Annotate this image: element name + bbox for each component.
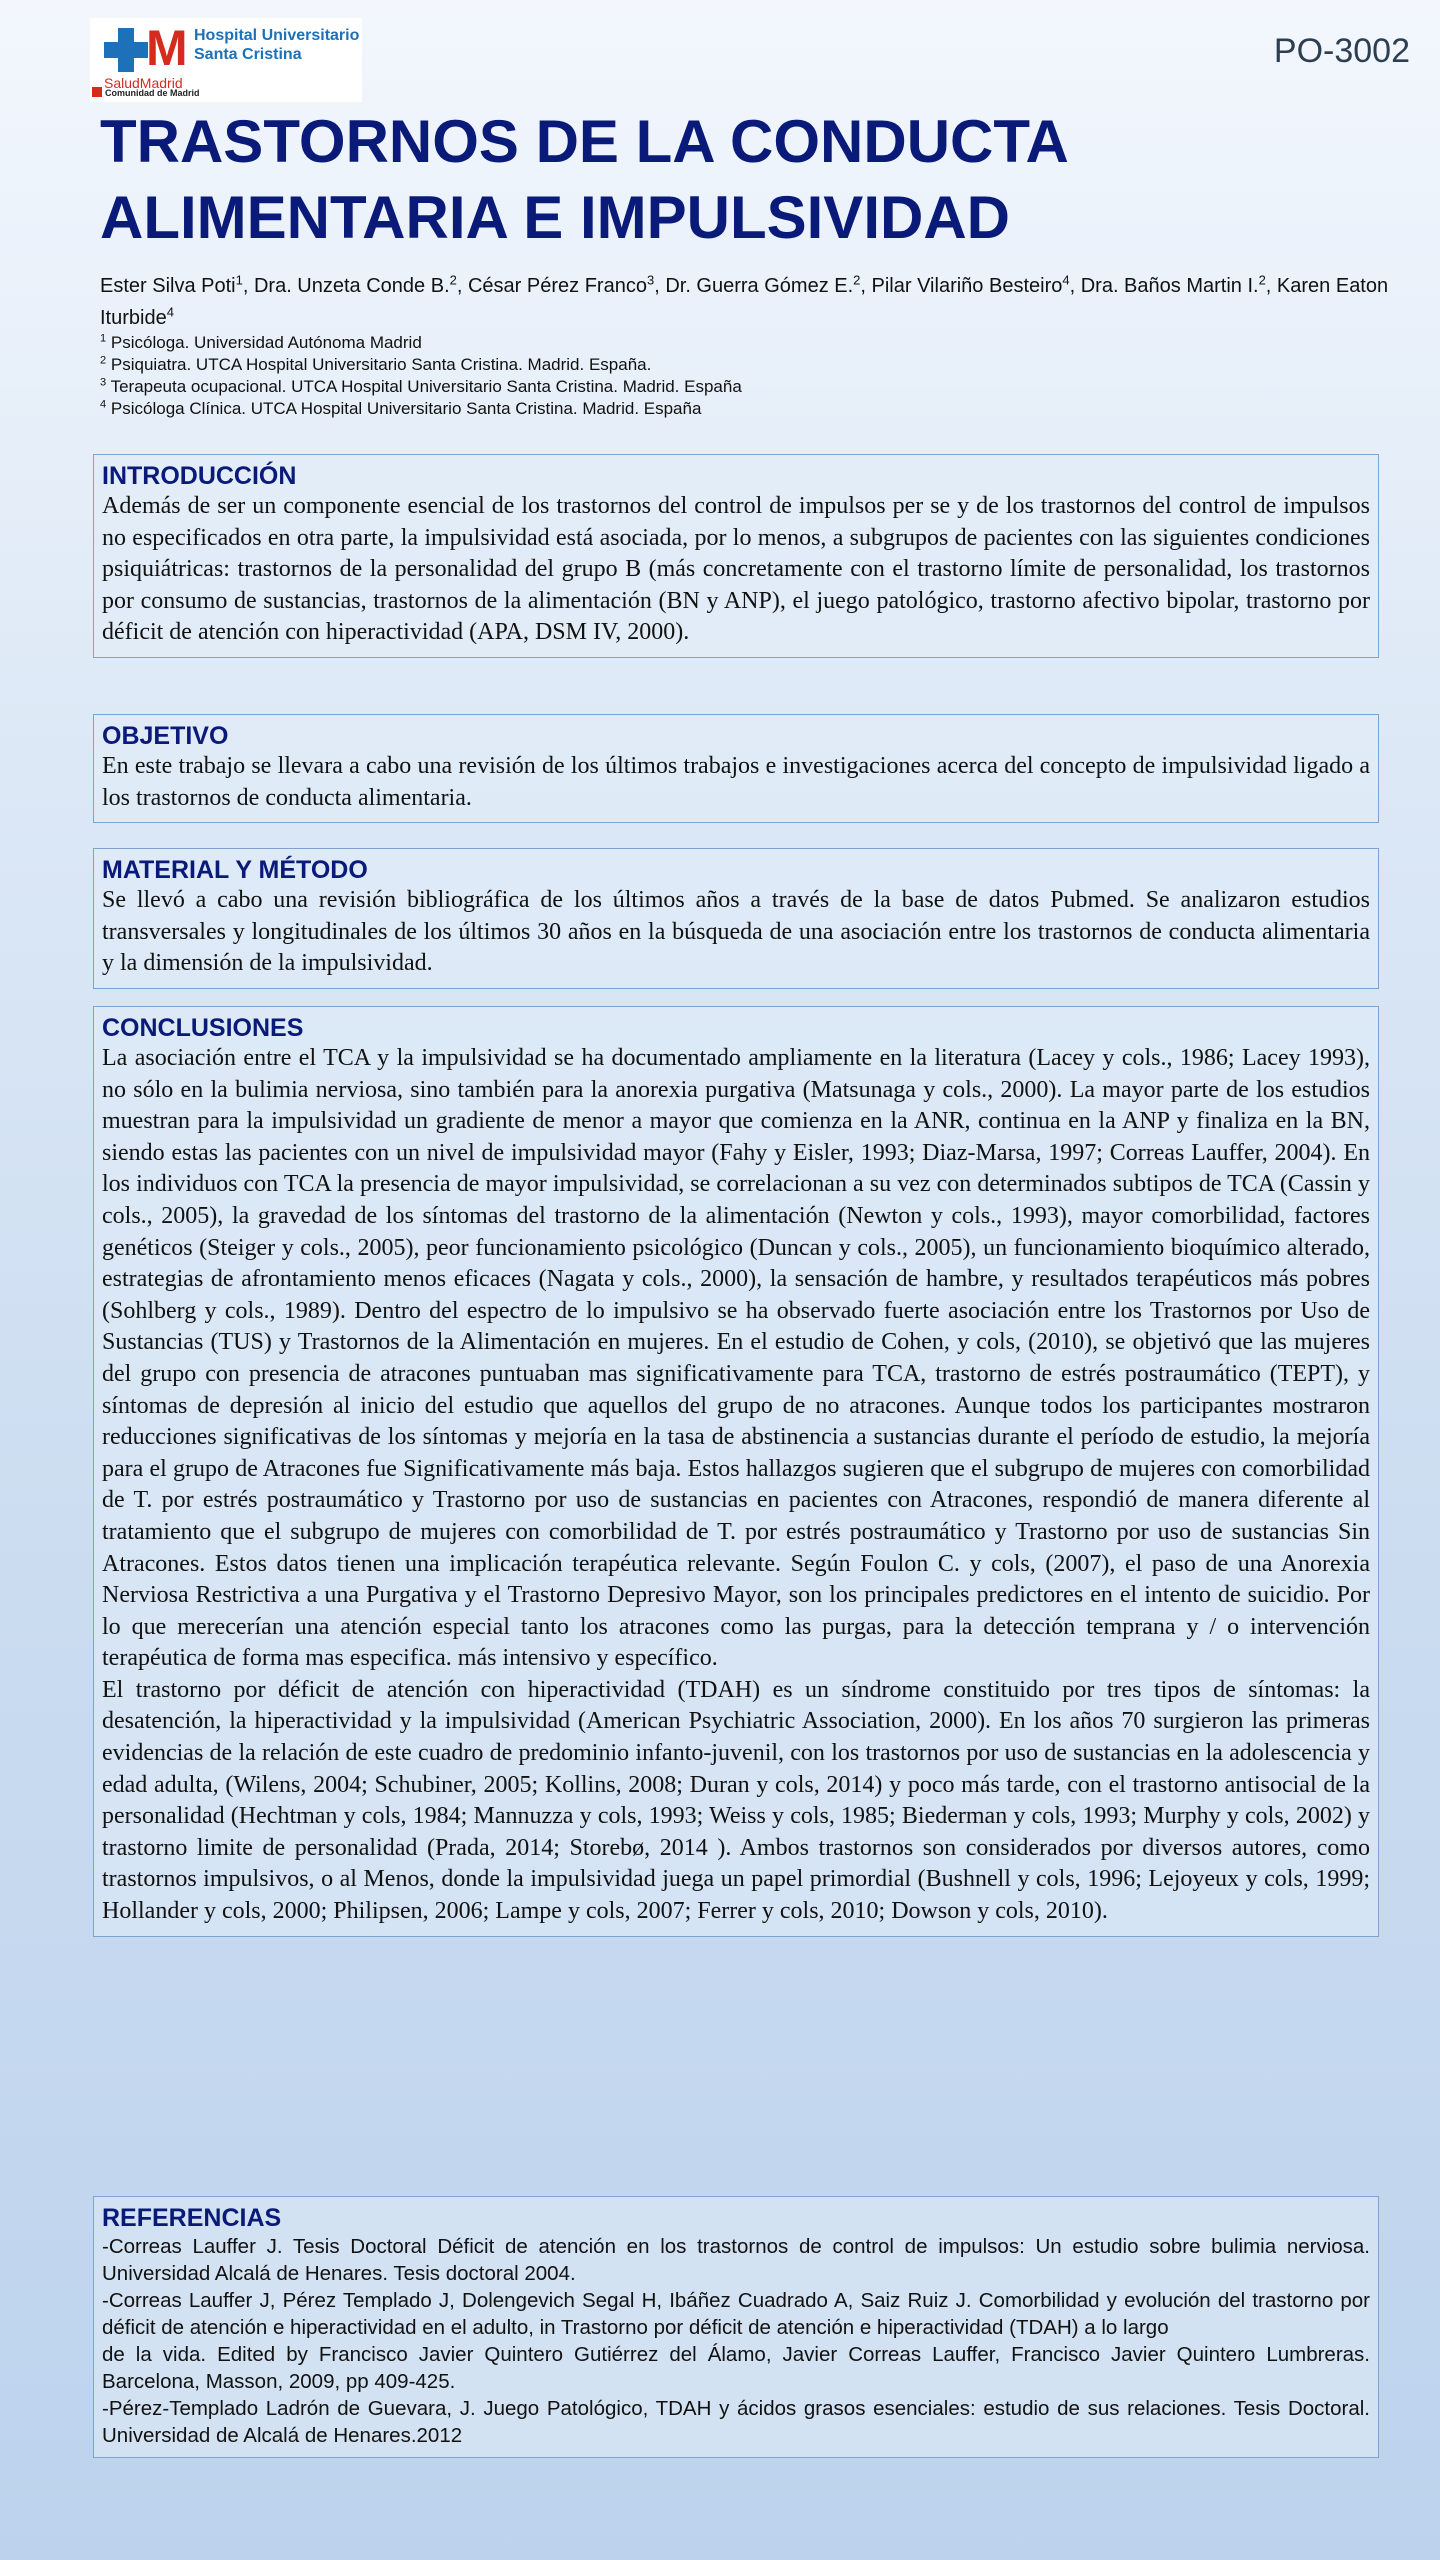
section-paragraph: En este trabajo se llevara a cabo una revisión de los últimos trabajos e investigaciones acerca del concepto de impulsividad ligado a los trastornos de conducta alimentaria. (102, 753, 1370, 811)
section-heading: REFERENCIAS (102, 2204, 282, 2232)
author (1080, 272, 1266, 297)
affiliation-text: Terapeuta ocupacional. UTCA Hospital Universitario Santa Cristina. Madrid. España (110, 377, 742, 396)
author-name: Pilar Vilariño Besteiro (871, 275, 1063, 297)
affiliation (100, 376, 1400, 398)
title-line-1: TRASTORNOS DE LA CONDUCTA (100, 108, 1069, 175)
author-affiliation-number: 2 (1258, 272, 1266, 288)
logo-hospital-name (194, 26, 359, 64)
affiliation-number: 1 (100, 332, 107, 345)
logo-community-text: Comunidad de Madrid (105, 88, 200, 98)
affiliation-number: 4 (100, 398, 107, 411)
author-affiliation-number: 2 (449, 272, 457, 288)
section-paragraph: Se llevó a cabo una revisión bibliográfica de los últimos años a través de la base de datos Pubmed. Se analizaron estudios transversales y longitudinales de los últimos 30 años en la búsqueda de una asociación entre los trastornos de conducta alimentaria y la dimensión de la impulsividad. (102, 887, 1370, 977)
section-introduccion (93, 454, 1379, 658)
hospital-cross-icon (104, 28, 148, 72)
section-paragraph: La asociación entre el TCA y la impulsividad se ha documentado ampliamente en la literatura (Lacey y cols., 1986; Lacey 1993), no sólo en la bulimia nerviosa, sino también para la anorexia purgativa (Matsunaga y cols., 2000). La mayor parte de los estudios muestran para la impulsividad un gradiente de menor a mayor que comienza en la ANR, continua en la ANP y finaliza en la BN, siendo estas las pacientes con un nivel de impulsividad mayor (Fahy y Eisler, 1993; Diaz-Marsa, 1997; Correas Lauffer, 2004). En los individuos con TCA la presencia de mayor impulsividad, se correlacionan a su vez con determinados subtipos de TCA (Cassin y cols., 2005), la gravedad de los síntomas del trastorno de la alimentación (Newton y cols., 1993), mayor comorbilidad, factores genéticos (Steiger y cols., 2005), peor funcionamiento psicológico (Duncan y cols., 2005), un funcionamiento bioquímico alterado, estrategias de afrontamiento menos eficaces (Nagata y cols., 2000), la sensación de hambre, y resultados terapéuticos más pobres (Sohlberg y cols., 1989). Dentro del espectro de lo impulsivo se ha observado fuerte asociación entre los Trastornos por Uso de Sustancias (TUS) y Trastornos de la Alimentación en mujeres. En el estudio de Cohen, y cols, (2010), se objetivó que las mujeres del grupo con presencia de atracones puntuaban mas significativamente para TCA, trastorno de estrés postraumático (TEPT), y síntomas de depresión al inicio del estudio que aquellos del grupo de no atracones. Aunque todos los participantes mostraron reducciones significativas de los síntomas y mejoría en la tasa de abstinencia a sustancias durante el período de estudio, la mejoría para el grupo de Atracones fue Significativamente más baja. Estos hallazgos sugieren que el subgrupo de mujeres con comorbilidad de T. por estrés postraumático y Trastorno por uso de sustancias en pacientes con Atracones, respondió de manera diferente al tratamiento que el subgrupo de mujeres con comorbilidad de T. por estrés postraumático y Trastorno por uso de sustancias Sin Atracones. Estos datos tienen una implicación terapéutica relevante. Según Foulon C. y cols, (2007), el paso de una Anorexia Nerviosa Restrictiva a una Purgativa y el Trastorno Depresivo Mayor, son los principales predictores en el intento de suicidio. Por lo que merecerían una atención especial tanto los atracones como las purgas, para la detección temprana y / o intervención terapéutica de forma mas especifica. más intensivo y específico. (102, 1045, 1370, 1672)
reference-item: -Correas Lauffer J. Tesis Doctoral Déficit de atención en los trastornos de control de impulsos: Un estudio sobre bulimia nerviosa. Universidad Alcalá de Henares. Tesis doctoral 2004. (102, 2235, 1370, 2285)
author-name: Dra. Baños Martin I. (1080, 275, 1259, 297)
reference-item: de la vida. Edited by Francisco Javier Quintero Gutiérrez del Álamo, Javier Correas Lauffer, Francisco Javier Quintero Lumbreras. Barcelona, Masson, 2009, pp 409-425. (102, 2343, 1370, 2393)
author-name: Dr. Guerra Gómez E. (665, 275, 854, 297)
author-affiliation-number: 4 (166, 304, 174, 320)
logo-name-line1: Hospital Universitario (194, 27, 360, 44)
author (665, 272, 861, 297)
author-name: Dra. Unzeta Conde B. (253, 275, 450, 297)
logo-name-line2: Santa Cristina (194, 46, 302, 63)
section-heading: INTRODUCCIÓN (102, 462, 297, 490)
reference-item: -Pérez-Templado Ladrón de Guevara, J. Juego Patológico, TDAH y ácidos grasos esenciales: estudio de sus relaciones. Tesis Doctoral. Universidad de Alcalá de Henares.2012 (102, 2397, 1370, 2447)
section-conclusiones (93, 1006, 1379, 1937)
author (467, 272, 655, 297)
section-heading: CONCLUSIONES (102, 1014, 304, 1042)
title-line-2: ALIMENTARIA E IMPULSIVIDAD (100, 184, 1010, 251)
section-referencias (93, 2196, 1379, 2458)
affiliation (100, 332, 1400, 354)
affiliation (100, 354, 1400, 376)
logo-salud-madrid: SaludMadrid (104, 75, 183, 91)
affiliation-number: 2 (100, 354, 107, 367)
logo-community (92, 86, 200, 100)
hospital-logo (90, 18, 362, 102)
author-affiliation-number: 4 (1062, 272, 1070, 288)
reference-item: -Correas Lauffer J, Pérez Templado J, Dolengevich Segal H, Ibáñez Cuadrado A, Saiz Ruiz J. Comorbilidad y evolución del trastorno por déficit de atención e hiperactividad en el adulto, in Trastorno por déficit de atención e hiperactividad (TDAH) a lo largo (102, 2289, 1370, 2339)
section-heading: MATERIAL Y MÉTODO (102, 856, 368, 884)
author-list: Ester Silva Poti$^1$, Dra. Unzeta Conde B.$^2$, César Pérez Franco$^3$, Dr. Guerra Gómez E.$^2$, Pilar Vilariño Besteiro$^4$, Dra. Baños Martin I.$^2$, Karen Eaton Iturbide$^4$ (100, 272, 1389, 329)
author-affiliation-number: 3 (646, 272, 655, 288)
author-name: Karen Eaton Iturbide (100, 275, 1389, 329)
author (100, 272, 243, 297)
affiliation-text: Psicóloga Clínica. UTCA Hospital Universitario Santa Cristina. Madrid. España (110, 399, 702, 418)
author (253, 272, 457, 297)
author-affiliation-number: 2 (853, 272, 861, 288)
poster-title (100, 104, 1300, 256)
section-material-metodo (93, 848, 1379, 989)
affiliation-list (100, 332, 1400, 420)
affiliation-text: Psicóloga. Universidad Autónoma Madrid (110, 333, 422, 352)
affiliation-number: 3 (100, 376, 107, 389)
author (871, 272, 1070, 297)
section-heading: OBJETIVO (102, 722, 229, 750)
section-paragraph: Además de ser un componente esencial de los trastornos del control de impulsos per se y de los trastornos del control de impulsos no especificados en otra parte, la impulsividad está asociada, por lo menos, a subgrupos de pacientes con las siguientes condiciones psiquiátricas: trastornos de la personalidad del grupo B (más concretamente con el trastorno límite de personalidad, los trastornos por consumo de sustancias, trastornos de la alimentación (BN y ANP), el juego patológico, trastorno afectivo bipolar, trastorno por déficit de atención con hiperactividad (APA, DSM IV, 2000). (102, 493, 1370, 646)
author-name: Ester Silva Poti (100, 275, 236, 297)
author-name: César Pérez Franco (467, 275, 647, 297)
affiliation (100, 398, 1400, 420)
community-flag-icon (92, 87, 102, 97)
affiliation-text: Psiquiatra. UTCA Hospital Universitario Santa Cristina. Madrid. España. (110, 355, 652, 374)
logo-letter: M (146, 20, 188, 76)
section-objetivo (93, 714, 1379, 823)
author-affiliation-number: 1 (235, 272, 243, 288)
poster-code: PO-3002 (1273, 32, 1410, 70)
section-paragraph: El trastorno por déficit de atención con hiperactividad (TDAH) es un síndrome constituido por tres tipos de síntomas: la desatención, la hiperactividad y la impulsividad (American Psychiatric Association, 2000). En los años 70 surgieron las primeras evidencias de la relación de este cuadro de predominio infanto-juvenil, con los trastornos por uso de sustancias en la adolescencia y edad adulta, (Wilens, 2004; Schubiner, 2005; Kollins, 2008; Duran y cols, 2014) y poco más tarde, con el trastorno antisocial de la personalidad (Hechtman y cols, 1984; Mannuzza y cols, 1993; Weiss y cols, 1985; Biederman y cols, 1993; Murphy y cols, 2002) y trastorno limite de personalidad (Prada, 2014; Storebø, 2014 ). Ambos trastornos son considerados por diversos autores, como trastornos impulsivos, o al Menos, donde la impulsividad juega un papel primordial (Bushnell y cols, 1996; Lejoyeux y cols, 1999; Hollander y cols, 2000; Philipsen, 2006; Lampe y cols, 2007; Ferrer y cols, 2010; Dowson y cols, 2010). (102, 1676, 1370, 1925)
